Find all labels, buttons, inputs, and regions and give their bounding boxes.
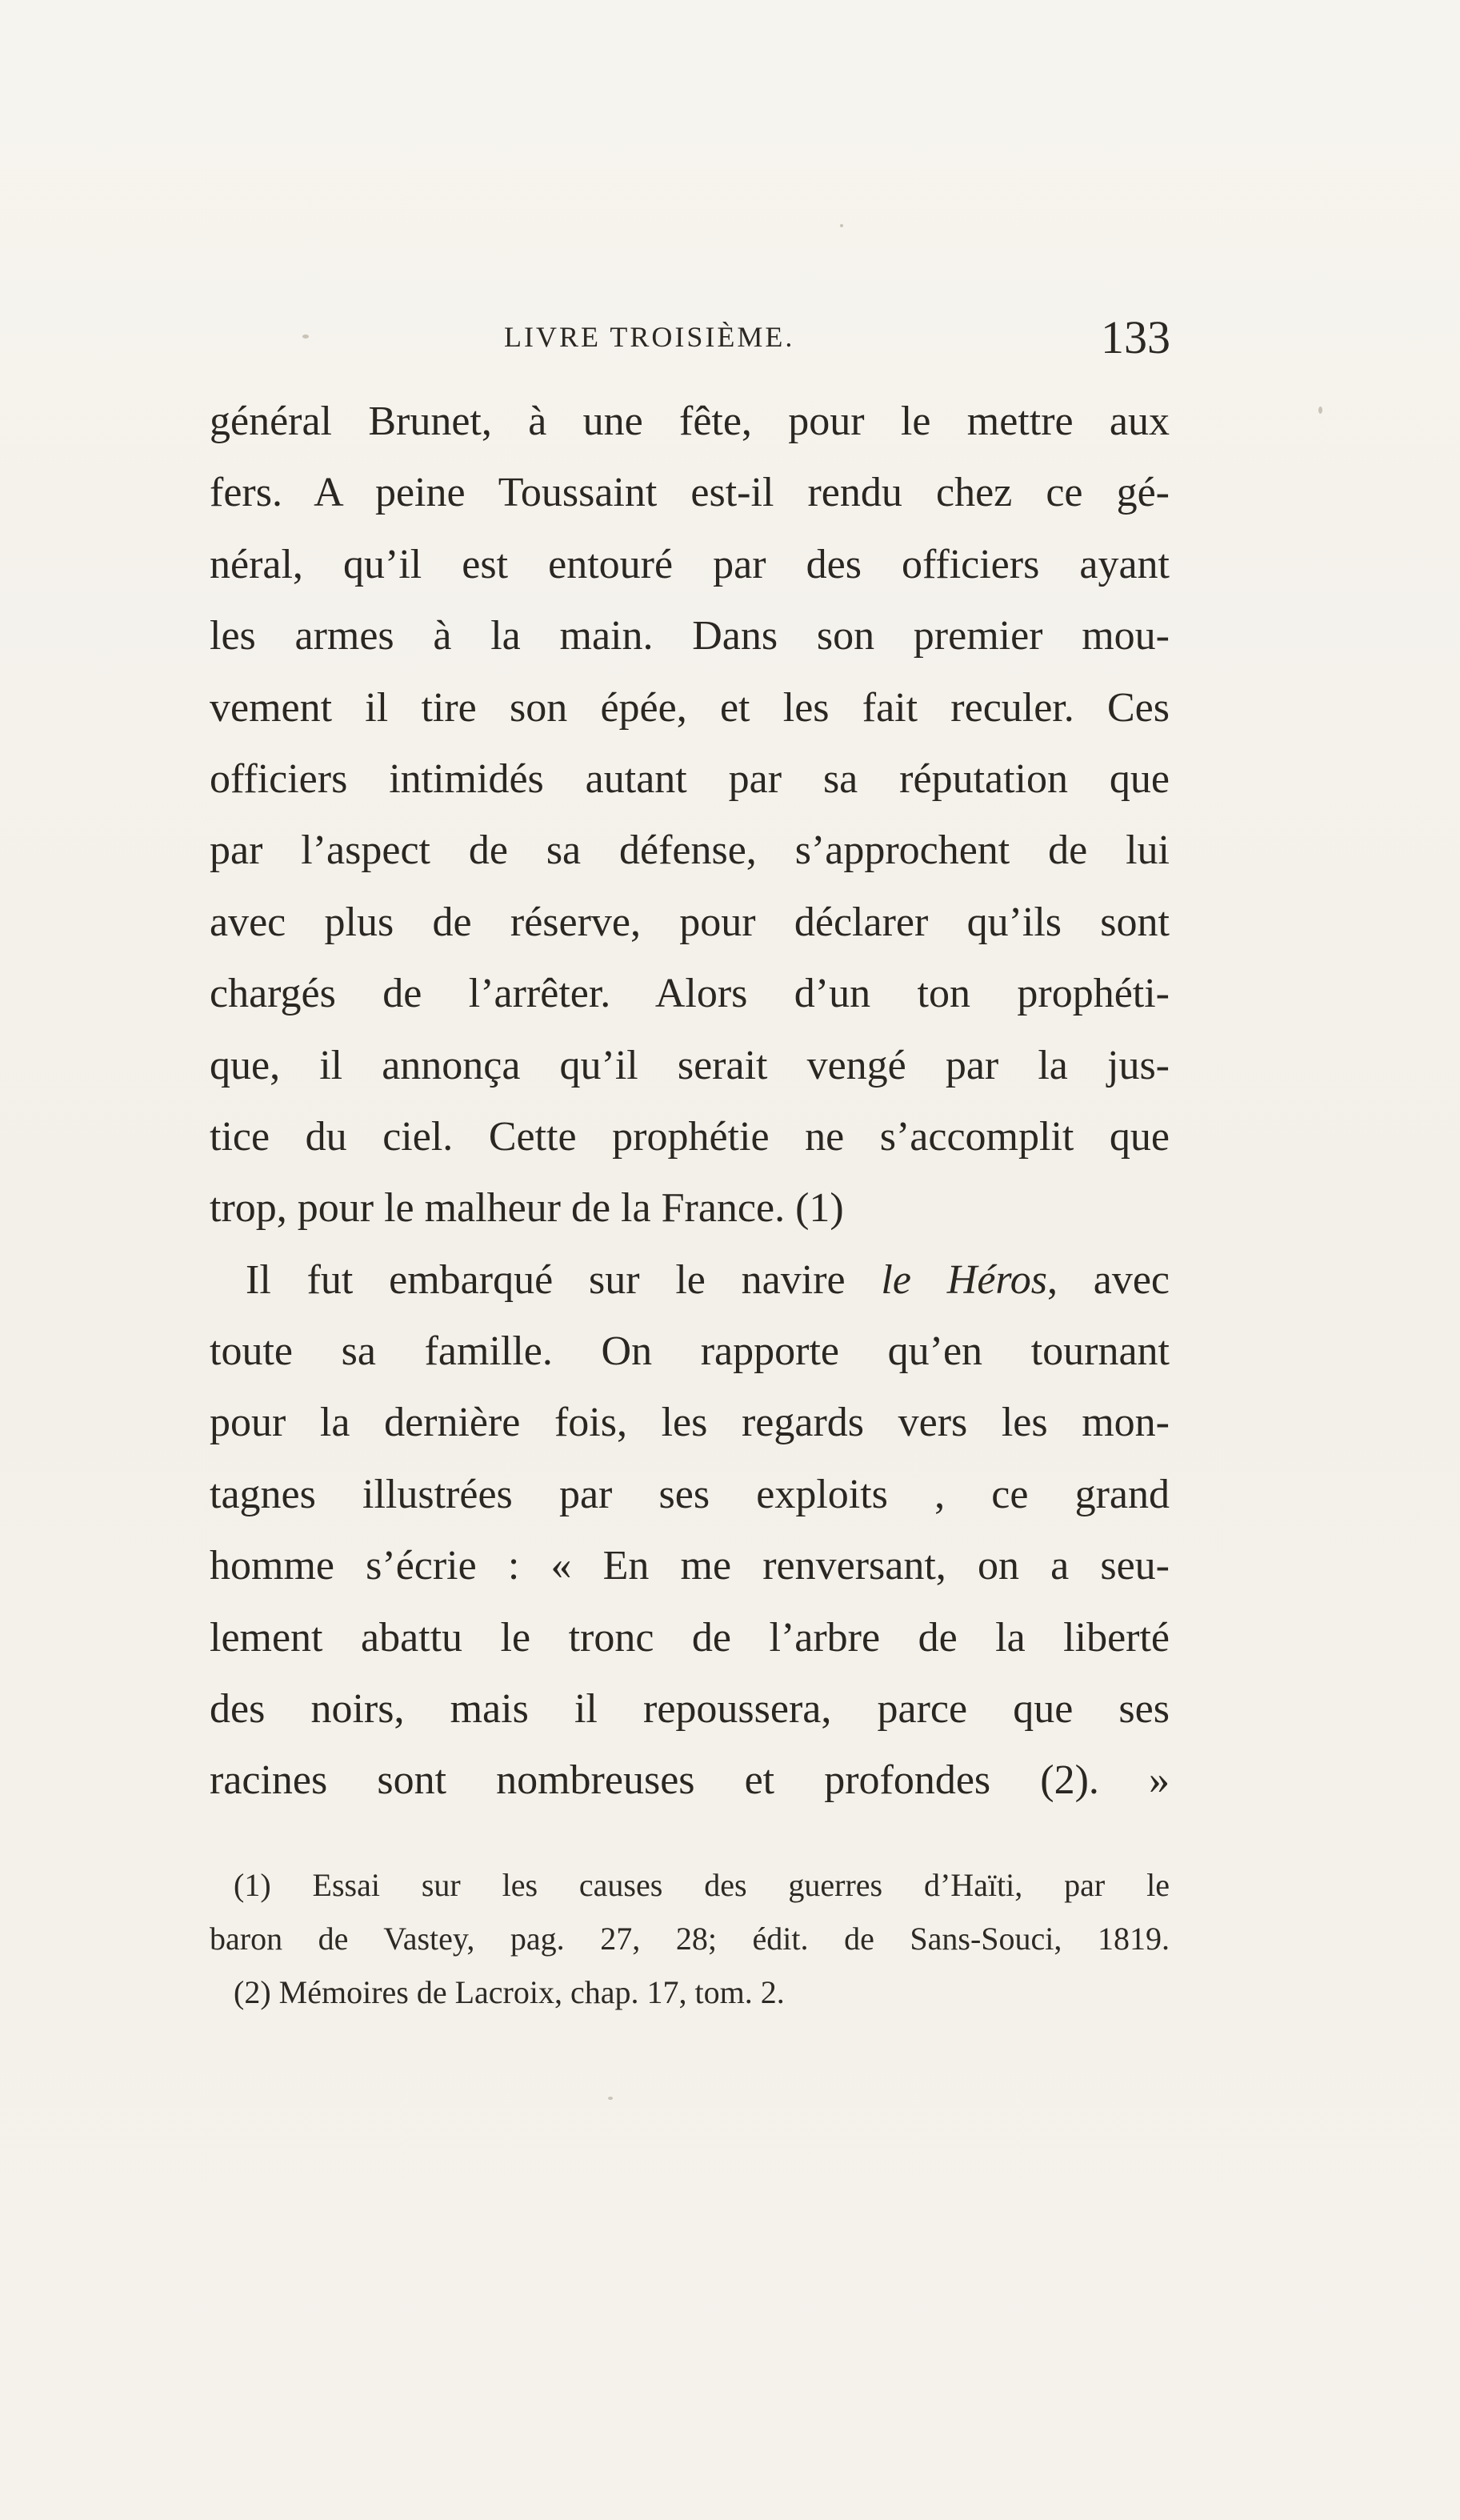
text-line: par l’aspect de sa défense, s’approchent de lui: [210, 827, 1170, 874]
text-line: avec plus de réserve, pour déclarer qu’ils sont: [210, 899, 1170, 945]
ship-name: le Héros: [881, 1256, 1047, 1303]
text-line: lement abattu le tronc de l’arbre de la liberté: [210, 1614, 1170, 1661]
text-line: chargés de l’arrêter. Alors d’un ton prophéti-: [210, 971, 1170, 1017]
line-head: Il fut embarqué sur le navire: [246, 1256, 882, 1303]
text-line: officiers intimidés autant par sa réputation que: [210, 755, 1170, 802]
text-line: vement il tire son épée, et les fait reculer. Ces: [210, 684, 1170, 731]
footnote-1-line-1: (1) Essai sur les causes des guerres d’Haïti, par le: [234, 1867, 1170, 1903]
text-line: des noirs, mais il repoussera, parce que ses: [210, 1686, 1170, 1733]
text-line: néral, qu’il est entouré par des officiers ayant: [210, 541, 1170, 587]
text-line: racines sont nombreuses et profondes (2). »: [210, 1757, 1170, 1804]
paper-speck: [1318, 407, 1322, 414]
line-tail: , avec: [1046, 1256, 1170, 1303]
text-line-with-italic: [210, 1244, 1170, 1316]
text-line: homme s’écrie : « En me renversant, on a seu-: [210, 1543, 1170, 1589]
page-number: 133: [1101, 311, 1170, 363]
text-line: trop, pour le malheur de la France. (1): [210, 1185, 844, 1232]
paper-speck: [302, 335, 309, 339]
text-line: toute sa famille. On rapporte qu’en tournant: [210, 1328, 1170, 1375]
text-line: tagnes illustrées par ses exploits , ce grand: [210, 1471, 1170, 1517]
paper-speck: [608, 2097, 613, 2100]
text-line: que, il annonça qu’il serait vengé par la jus-: [210, 1042, 1170, 1088]
text-line: général Brunet, à une fête, pour le mettre aux: [210, 399, 1170, 444]
running-head: [208, 311, 1170, 368]
footnotes: [210, 1858, 1170, 2019]
text-line: les armes à la main. Dans son premier mou-: [210, 613, 1170, 659]
footnote-1-line-2: baron de Vastey, pag. 27, 28; édit. de Sans-Souci, 1819.: [210, 1921, 1170, 1957]
body-text: [210, 386, 1170, 1817]
footnote-2: (2) Mémoires de Lacroix, chap. 17, tom. 2.: [234, 1974, 785, 2010]
text-line: pour la dernière fois, les regards vers les mon-: [210, 1400, 1170, 1446]
running-title: LIVRE TROISIÈME.: [504, 321, 795, 353]
paper-speck: [840, 224, 843, 227]
text-line: fers. A peine Toussaint est-il rendu chez ce gé-: [210, 470, 1170, 516]
text-line: tice du ciel. Cette prophétie ne s’accomplit que: [210, 1113, 1170, 1160]
